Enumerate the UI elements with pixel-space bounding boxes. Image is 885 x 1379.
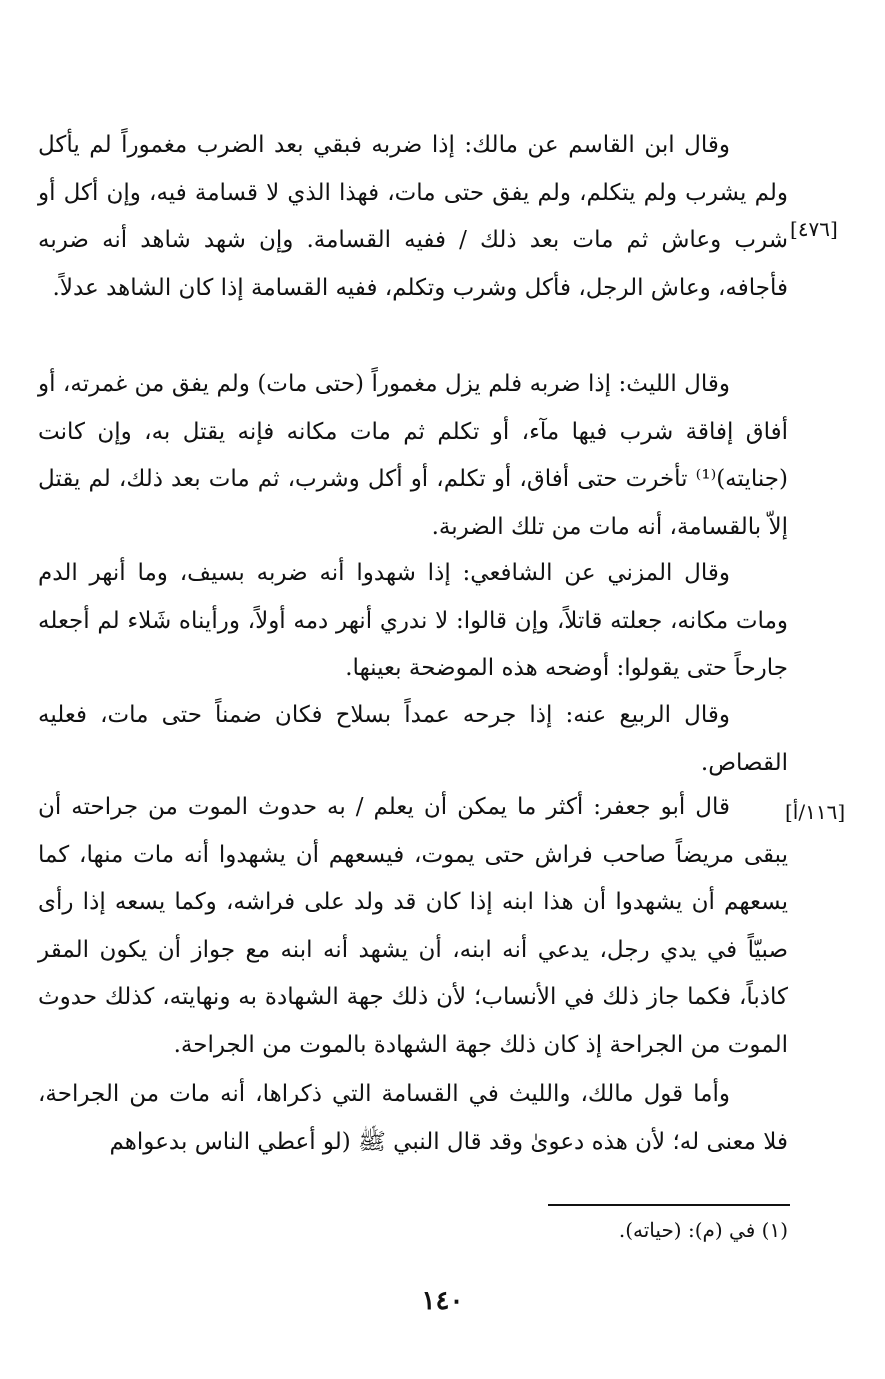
margin-page-marker: [٤٧٦]: [790, 217, 838, 241]
paragraph-text: وقال الليث: إذا ضربه فلم يزل مغموراً (حتى مات) ولم يفق من غمرته، أو أفاق إفاقة شرب فيها مآء، أو تكلم ثم مات مكانه فإنه يقتل به، وإن كانت (جنايته)⁽¹⁾ تأخرت حتى أفاق، أو تكلم، أو أكل وشرب، ثم مات بعد ذلك، لم يقتل إلاّ بالقسامة، أنه مات من تلك الضربة.: [38, 371, 788, 540]
paragraph-text: وقال ابن القاسم عن مالك: إذا ضربه فبقي بعد الضرب مغموراً لم يأكل ولم يشرب ولم يتكلم، ولم يفق حتى مات، فهذا الذي لا قسامة فيه، وإن أكل أو شرب وعاش ثم مات بعد ذلك / ففيه القسامة. وإن شهد شاهد أنه ضربه فأجافه، وعاش الرجل، فأكل وشرب وتكلم، ففيه القسامة إذا كان الشاهد عدلاً.: [38, 132, 788, 301]
paragraph-al-layth: [38, 361, 788, 551]
margin-folio-marker: [١١٦/أ]: [785, 800, 846, 824]
paragraph-text: وقال الربيع عنه: إذا جرحه عمداً بسلاح فكان ضمناً حتى مات، فعليه القصاص.: [38, 702, 788, 776]
paragraph-text: قال أبو جعفر: أكثر ما يمكن أن يعلم / به حدوث الموت من جراحته أن يبقى مريضاً صاحب فراش حتى يموت، فيسعهم أن يشهدوا أنه مات منها، كما يسعهم أن يشهدوا أن هذا ابنه إذا كان قد ولد على فراشه، وكما يسعه إذا رأى صبيّاً في يدي رجل، يدعي أنه ابنه، أن يشهد أنه ابنه مع جواز أن يكون المقر كاذباً، فكما جاز ذلك في الأنساب؛ لأن ذلك جهة الشهادة به ونهايته، كذلك حدوث الموت من الجراحة إذ كان ذلك جهة الشهادة بالموت من الجراحة.: [38, 794, 788, 1058]
page-number: ١٤٠: [421, 1286, 464, 1316]
footnote: (١) في (م): (حياته).: [618, 1218, 788, 1242]
paragraph-al-muzani: [38, 550, 788, 693]
paragraph-ibn-al-qasim: [38, 122, 788, 312]
paragraph-malik-layth: [38, 1071, 788, 1166]
paragraph-al-rabi: [38, 692, 788, 787]
footnote-divider: [548, 1204, 790, 1206]
paragraph-abu-jafar: [38, 784, 788, 1069]
paragraph-text: وقال المزني عن الشافعي: إذا شهدوا أنه ضربه بسيف، وما أنهر الدم ومات مكانه، جعلته قاتلاً، وإن قالوا: لا ندري أنهر دمه أولاً، ورأيناه شَلاء لم أجعله جارحاً حتى يقولوا: أوضحه هذه الموضحة بعينها.: [38, 560, 788, 681]
paragraph-text: وأما قول مالك، والليث في القسامة التي ذكراها، أنه مات من الجراحة، فلا معنى له؛ لأن هذه دعوىٰ وقد قال النبي ﷺ (لو أعطي الناس بدعواهم: [38, 1081, 788, 1155]
